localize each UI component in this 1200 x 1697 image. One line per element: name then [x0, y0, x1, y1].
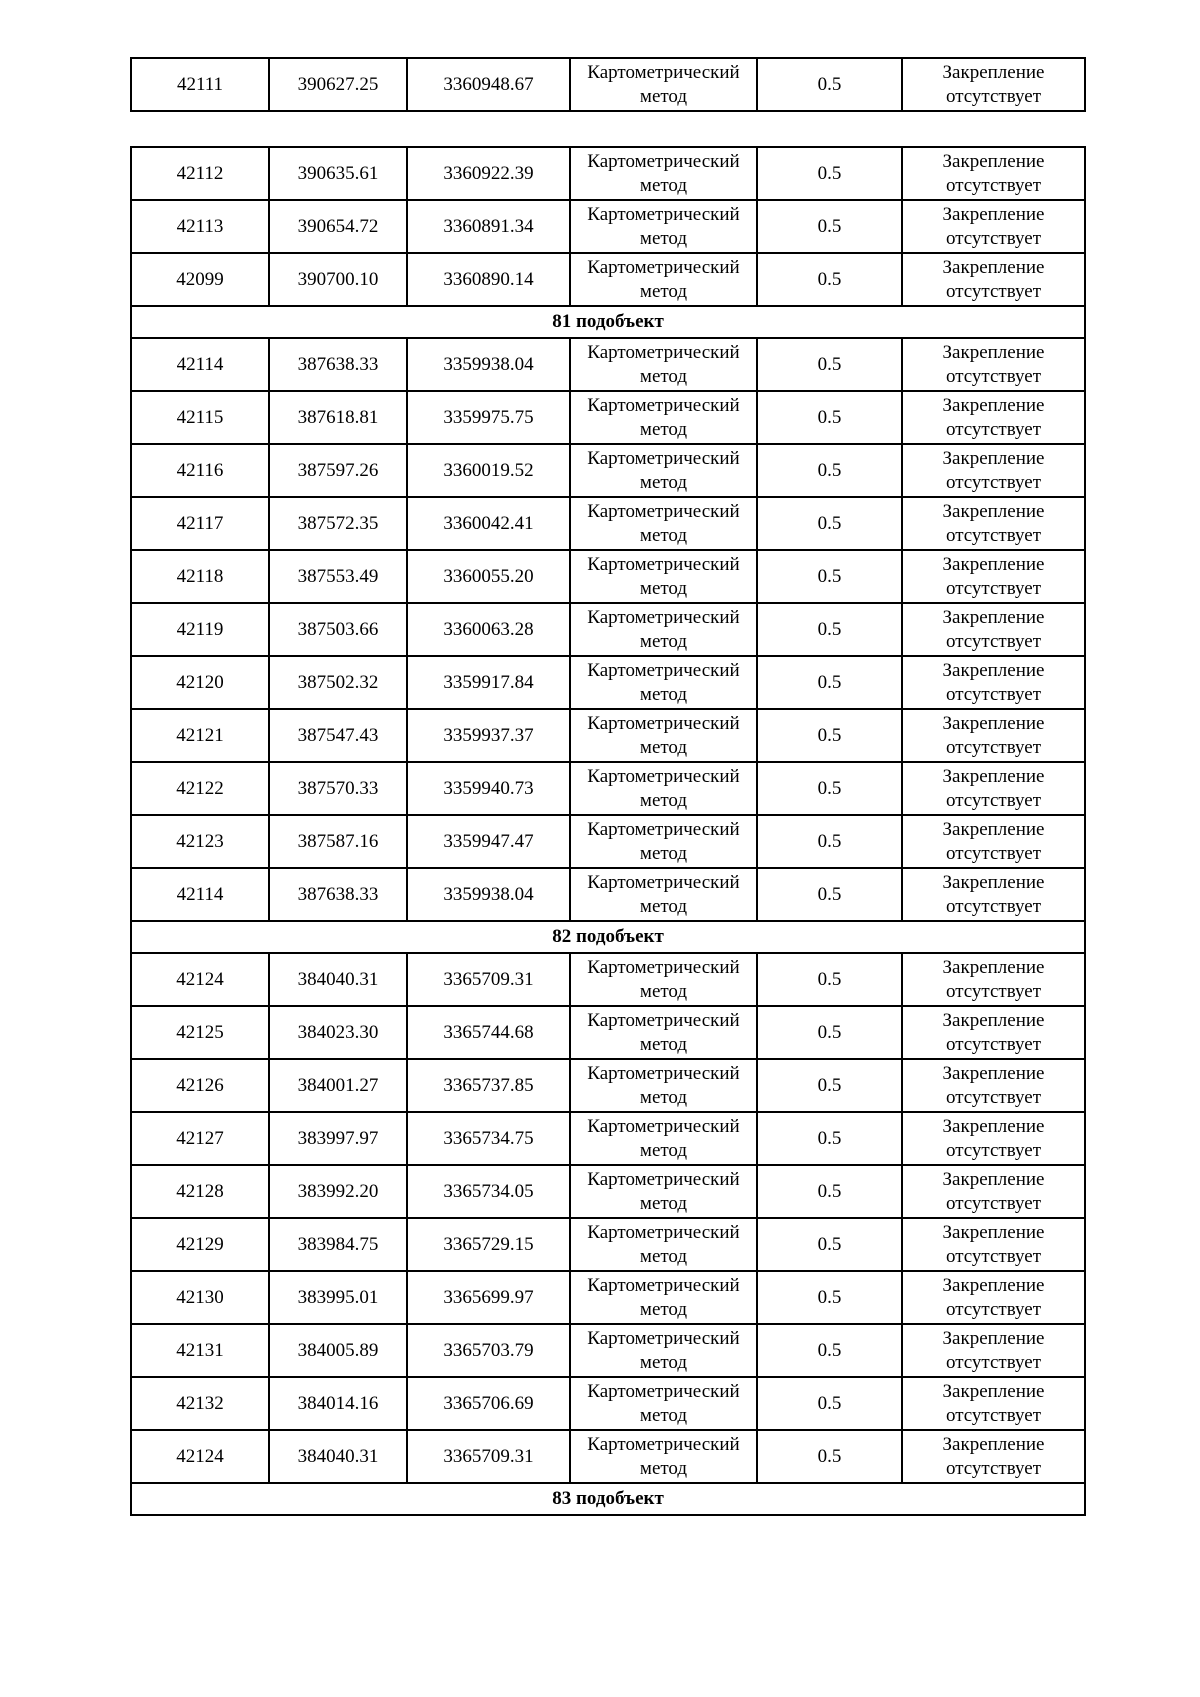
method-cell [570, 603, 757, 656]
method-text-line1: Картометрический [587, 606, 740, 628]
x-coordinate-cell: 383997.97 [269, 1112, 407, 1165]
table-top-body [131, 58, 1085, 111]
method-cell [570, 58, 757, 111]
method-text-line2: метод [639, 789, 688, 811]
y-coordinate-cell: 3360055.20 [407, 550, 570, 603]
accuracy-cell: 0.5 [757, 1271, 902, 1324]
fixation-text-line1: Закрепление [942, 256, 1045, 278]
fixation-cell [902, 200, 1085, 253]
point-number-cell: 42127 [131, 1112, 269, 1165]
method-cell [570, 444, 757, 497]
fixation-text-line2: отсутствует [945, 1086, 1042, 1108]
fixation-text-line2: отсутствует [945, 1245, 1042, 1267]
method-cell [570, 200, 757, 253]
fixation-cell [902, 815, 1085, 868]
fixation-cell [902, 1324, 1085, 1377]
fixation-text-line2: отсутствует [945, 1033, 1042, 1055]
fixation-text-line2: отсутствует [945, 85, 1042, 107]
fixation-text-line1: Закрепление [942, 1009, 1045, 1031]
table-row [131, 200, 1085, 253]
accuracy-cell: 0.5 [757, 147, 902, 200]
accuracy-cell: 0.5 [757, 1059, 902, 1112]
method-text-line1: Картометрический [587, 1380, 740, 1402]
x-coordinate-cell: 390700.10 [269, 253, 407, 306]
x-coordinate-cell: 387503.66 [269, 603, 407, 656]
method-cell [570, 338, 757, 391]
method-text-line2: метод [639, 736, 688, 758]
point-number-cell: 42129 [131, 1218, 269, 1271]
table-row [131, 1112, 1085, 1165]
fixation-text-line2: отсутствует [945, 524, 1042, 546]
fixation-text-line1: Закрепление [942, 1115, 1045, 1137]
method-text-line1: Картометрический [587, 765, 740, 787]
x-coordinate-cell: 387572.35 [269, 497, 407, 550]
fixation-text-line1: Закрепление [942, 818, 1045, 840]
table-main-body [131, 147, 1085, 1515]
fixation-text-line2: отсутствует [945, 577, 1042, 599]
x-coordinate-cell: 387638.33 [269, 338, 407, 391]
fixation-cell [902, 58, 1085, 111]
fixation-text-line1: Закрепление [942, 341, 1045, 363]
x-coordinate-cell: 387618.81 [269, 391, 407, 444]
accuracy-cell: 0.5 [757, 1430, 902, 1483]
x-coordinate-cell: 384040.31 [269, 953, 407, 1006]
method-text-line1: Картометрический [587, 1274, 740, 1296]
method-text-line2: метод [639, 842, 688, 864]
fixation-text-line1: Закрепление [942, 553, 1045, 575]
x-coordinate-cell: 387553.49 [269, 550, 407, 603]
method-text-line2: метод [639, 1192, 688, 1214]
fixation-text-line2: отсутствует [945, 365, 1042, 387]
accuracy-cell: 0.5 [757, 953, 902, 1006]
fixation-cell [902, 953, 1085, 1006]
method-cell [570, 1112, 757, 1165]
x-coordinate-cell: 387638.33 [269, 868, 407, 921]
fixation-text-line2: отсутствует [945, 174, 1042, 196]
method-text-line1: Картометрический [587, 1062, 740, 1084]
method-cell [570, 953, 757, 1006]
coordinates-table-main [130, 146, 1086, 1516]
section-title: 83 подобъект [131, 1483, 1085, 1515]
point-number-cell: 42119 [131, 603, 269, 656]
method-text-line2: метод [639, 895, 688, 917]
method-text-line2: метод [639, 85, 688, 107]
section-title: 81 подобъект [131, 306, 1085, 338]
method-text-line1: Картометрический [587, 871, 740, 893]
table-row [131, 497, 1085, 550]
method-cell [570, 147, 757, 200]
x-coordinate-cell: 383995.01 [269, 1271, 407, 1324]
method-text-line2: метод [639, 174, 688, 196]
fixation-text-line1: Закрепление [942, 150, 1045, 172]
method-text-line1: Картометрический [587, 553, 740, 575]
table-row [131, 868, 1085, 921]
table-row [131, 444, 1085, 497]
fixation-text-line2: отсутствует [945, 1298, 1042, 1320]
method-cell [570, 868, 757, 921]
accuracy-cell: 0.5 [757, 1006, 902, 1059]
fixation-cell [902, 709, 1085, 762]
fixation-text-line1: Закрепление [942, 1380, 1045, 1402]
fixation-text-line1: Закрепление [942, 712, 1045, 734]
accuracy-cell: 0.5 [757, 1112, 902, 1165]
accuracy-cell: 0.5 [757, 709, 902, 762]
method-text-line2: метод [639, 418, 688, 440]
accuracy-cell: 0.5 [757, 58, 902, 111]
method-text-line1: Картометрический [587, 341, 740, 363]
method-text-line2: метод [639, 471, 688, 493]
point-number-cell: 42128 [131, 1165, 269, 1218]
x-coordinate-cell: 387587.16 [269, 815, 407, 868]
fixation-cell [902, 147, 1085, 200]
method-text-line2: метод [639, 227, 688, 249]
accuracy-cell: 0.5 [757, 1377, 902, 1430]
point-number-cell: 42116 [131, 444, 269, 497]
fixation-text-line1: Закрепление [942, 61, 1045, 83]
accuracy-cell: 0.5 [757, 603, 902, 656]
table-row [131, 147, 1085, 200]
fixation-text-line2: отсутствует [945, 280, 1042, 302]
method-cell [570, 1377, 757, 1430]
accuracy-cell: 0.5 [757, 497, 902, 550]
method-cell [570, 1165, 757, 1218]
method-text-line2: метод [639, 280, 688, 302]
method-cell [570, 656, 757, 709]
y-coordinate-cell: 3365706.69 [407, 1377, 570, 1430]
accuracy-cell: 0.5 [757, 762, 902, 815]
fixation-cell [902, 1271, 1085, 1324]
accuracy-cell: 0.5 [757, 1324, 902, 1377]
method-cell [570, 253, 757, 306]
method-text-line2: метод [639, 1298, 688, 1320]
y-coordinate-cell: 3360922.39 [407, 147, 570, 200]
x-coordinate-cell: 384014.16 [269, 1377, 407, 1430]
x-coordinate-cell: 384005.89 [269, 1324, 407, 1377]
method-text-line2: метод [639, 1139, 688, 1161]
method-text-line2: метод [639, 1086, 688, 1108]
y-coordinate-cell: 3365699.97 [407, 1271, 570, 1324]
y-coordinate-cell: 3365709.31 [407, 1430, 570, 1483]
fixation-text-line1: Закрепление [942, 447, 1045, 469]
method-text-line2: метод [639, 1457, 688, 1479]
table-row [131, 656, 1085, 709]
accuracy-cell: 0.5 [757, 253, 902, 306]
accuracy-cell: 0.5 [757, 1165, 902, 1218]
method-text-line2: метод [639, 524, 688, 546]
x-coordinate-cell: 383984.75 [269, 1218, 407, 1271]
y-coordinate-cell: 3360042.41 [407, 497, 570, 550]
method-cell [570, 815, 757, 868]
point-number-cell: 42117 [131, 497, 269, 550]
fixation-cell [902, 1006, 1085, 1059]
accuracy-cell: 0.5 [757, 1218, 902, 1271]
fixation-text-line2: отсутствует [945, 789, 1042, 811]
method-text-line1: Картометрический [587, 394, 740, 416]
fixation-cell [902, 1430, 1085, 1483]
method-cell [570, 1324, 757, 1377]
point-number-cell: 42122 [131, 762, 269, 815]
accuracy-cell: 0.5 [757, 444, 902, 497]
fixation-text-line1: Закрепление [942, 659, 1045, 681]
table-row [131, 253, 1085, 306]
method-text-line1: Картометрический [587, 1221, 740, 1243]
x-coordinate-cell: 384001.27 [269, 1059, 407, 1112]
table-row [131, 1430, 1085, 1483]
y-coordinate-cell: 3360019.52 [407, 444, 570, 497]
fixation-cell [902, 762, 1085, 815]
y-coordinate-cell: 3359938.04 [407, 868, 570, 921]
coordinates-table-top [130, 57, 1086, 112]
fixation-cell [902, 1165, 1085, 1218]
method-cell [570, 1430, 757, 1483]
y-coordinate-cell: 3365709.31 [407, 953, 570, 1006]
fixation-cell [902, 253, 1085, 306]
accuracy-cell: 0.5 [757, 868, 902, 921]
fixation-cell [902, 868, 1085, 921]
table-row [131, 550, 1085, 603]
method-cell [570, 762, 757, 815]
method-text-line2: метод [639, 1351, 688, 1373]
method-text-line1: Картометрический [587, 1115, 740, 1137]
fixation-text-line2: отсутствует [945, 1192, 1042, 1214]
method-cell [570, 709, 757, 762]
fixation-text-line1: Закрепление [942, 1327, 1045, 1349]
table-row [131, 338, 1085, 391]
x-coordinate-cell: 387502.32 [269, 656, 407, 709]
fixation-text-line2: отсутствует [945, 1457, 1042, 1479]
fixation-text-line1: Закрепление [942, 394, 1045, 416]
point-number-cell: 42118 [131, 550, 269, 603]
accuracy-cell: 0.5 [757, 391, 902, 444]
y-coordinate-cell: 3359940.73 [407, 762, 570, 815]
fixation-cell [902, 391, 1085, 444]
accuracy-cell: 0.5 [757, 200, 902, 253]
method-text-line2: метод [639, 1033, 688, 1055]
section-row [131, 306, 1085, 338]
method-cell [570, 497, 757, 550]
fixation-text-line1: Закрепление [942, 606, 1045, 628]
table-row [131, 391, 1085, 444]
method-text-line2: метод [639, 1245, 688, 1267]
y-coordinate-cell: 3365734.05 [407, 1165, 570, 1218]
y-coordinate-cell: 3359938.04 [407, 338, 570, 391]
fixation-text-line2: отсутствует [945, 1404, 1042, 1426]
x-coordinate-cell: 384023.30 [269, 1006, 407, 1059]
x-coordinate-cell: 390654.72 [269, 200, 407, 253]
y-coordinate-cell: 3359917.84 [407, 656, 570, 709]
method-text-line1: Картометрический [587, 256, 740, 278]
fixation-text-line1: Закрепление [942, 500, 1045, 522]
method-text-line1: Картометрический [587, 61, 740, 83]
fixation-text-line1: Закрепление [942, 1433, 1045, 1455]
point-number-cell: 42121 [131, 709, 269, 762]
method-cell [570, 391, 757, 444]
x-coordinate-cell: 387597.26 [269, 444, 407, 497]
accuracy-cell: 0.5 [757, 550, 902, 603]
fixation-cell [902, 444, 1085, 497]
fixation-text-line2: отсутствует [945, 980, 1042, 1002]
method-cell [570, 1218, 757, 1271]
fixation-text-line2: отсутствует [945, 471, 1042, 493]
fixation-text-line1: Закрепление [942, 1062, 1045, 1084]
fixation-text-line1: Закрепление [942, 1168, 1045, 1190]
point-number-cell: 42131 [131, 1324, 269, 1377]
method-text-line1: Картометрический [587, 447, 740, 469]
table-row [131, 1324, 1085, 1377]
x-coordinate-cell: 390627.25 [269, 58, 407, 111]
point-number-cell: 42099 [131, 253, 269, 306]
method-text-line2: метод [639, 630, 688, 652]
method-text-line2: метод [639, 365, 688, 387]
table-row [131, 1271, 1085, 1324]
method-text-line2: метод [639, 683, 688, 705]
y-coordinate-cell: 3365734.75 [407, 1112, 570, 1165]
table-row [131, 1377, 1085, 1430]
fixation-text-line2: отсутствует [945, 630, 1042, 652]
point-number-cell: 42115 [131, 391, 269, 444]
accuracy-cell: 0.5 [757, 656, 902, 709]
table-row [131, 603, 1085, 656]
fixation-cell [902, 550, 1085, 603]
y-coordinate-cell: 3360948.67 [407, 58, 570, 111]
method-cell [570, 1271, 757, 1324]
fixation-text-line2: отсутствует [945, 418, 1042, 440]
table-row [131, 1165, 1085, 1218]
point-number-cell: 42125 [131, 1006, 269, 1059]
fixation-text-line2: отсутствует [945, 1351, 1042, 1373]
fixation-cell [902, 1112, 1085, 1165]
table-row [131, 1059, 1085, 1112]
method-cell [570, 550, 757, 603]
table-row [131, 953, 1085, 1006]
method-text-line1: Картометрический [587, 203, 740, 225]
x-coordinate-cell: 387570.33 [269, 762, 407, 815]
fixation-text-line1: Закрепление [942, 871, 1045, 893]
y-coordinate-cell: 3365703.79 [407, 1324, 570, 1377]
method-text-line1: Картометрический [587, 1433, 740, 1455]
fixation-cell [902, 1377, 1085, 1430]
y-coordinate-cell: 3360063.28 [407, 603, 570, 656]
fixation-text-line1: Закрепление [942, 956, 1045, 978]
fixation-text-line2: отсутствует [945, 683, 1042, 705]
method-text-line2: метод [639, 577, 688, 599]
fixation-text-line1: Закрепление [942, 1221, 1045, 1243]
fixation-cell [902, 603, 1085, 656]
table-row [131, 1218, 1085, 1271]
fixation-cell [902, 497, 1085, 550]
point-number-cell: 42114 [131, 338, 269, 391]
point-number-cell: 42124 [131, 953, 269, 1006]
fixation-text-line2: отсутствует [945, 736, 1042, 758]
fixation-cell [902, 656, 1085, 709]
fixation-cell [902, 1218, 1085, 1271]
point-number-cell: 42111 [131, 58, 269, 111]
x-coordinate-cell: 384040.31 [269, 1430, 407, 1483]
point-number-cell: 42123 [131, 815, 269, 868]
fixation-text-line1: Закрепление [942, 1274, 1045, 1296]
method-text-line1: Картометрический [587, 1168, 740, 1190]
accuracy-cell: 0.5 [757, 815, 902, 868]
fixation-text-line1: Закрепление [942, 203, 1045, 225]
y-coordinate-cell: 3360890.14 [407, 253, 570, 306]
method-text-line1: Картометрический [587, 1327, 740, 1349]
y-coordinate-cell: 3359947.47 [407, 815, 570, 868]
method-cell [570, 1006, 757, 1059]
point-number-cell: 42124 [131, 1430, 269, 1483]
method-text-line2: метод [639, 980, 688, 1002]
method-text-line1: Картометрический [587, 500, 740, 522]
method-text-line1: Картометрический [587, 1009, 740, 1031]
point-number-cell: 42113 [131, 200, 269, 253]
method-text-line1: Картометрический [587, 150, 740, 172]
point-number-cell: 42130 [131, 1271, 269, 1324]
section-row [131, 1483, 1085, 1515]
fixation-cell [902, 1059, 1085, 1112]
method-text-line2: метод [639, 1404, 688, 1426]
table-row [131, 709, 1085, 762]
accuracy-cell: 0.5 [757, 338, 902, 391]
y-coordinate-cell: 3365744.68 [407, 1006, 570, 1059]
x-coordinate-cell: 390635.61 [269, 147, 407, 200]
method-cell [570, 1059, 757, 1112]
section-row [131, 921, 1085, 953]
section-title: 82 подобъект [131, 921, 1085, 953]
y-coordinate-cell: 3365737.85 [407, 1059, 570, 1112]
fixation-text-line2: отсутствует [945, 1139, 1042, 1161]
x-coordinate-cell: 387547.43 [269, 709, 407, 762]
table-row [131, 815, 1085, 868]
fixation-text-line1: Закрепление [942, 765, 1045, 787]
y-coordinate-cell: 3359975.75 [407, 391, 570, 444]
method-text-line1: Картометрический [587, 956, 740, 978]
fixation-text-line2: отсутствует [945, 895, 1042, 917]
y-coordinate-cell: 3365729.15 [407, 1218, 570, 1271]
fixation-text-line2: отсутствует [945, 842, 1042, 864]
method-text-line1: Картометрический [587, 659, 740, 681]
point-number-cell: 42114 [131, 868, 269, 921]
x-coordinate-cell: 383992.20 [269, 1165, 407, 1218]
table-row [131, 762, 1085, 815]
point-number-cell: 42120 [131, 656, 269, 709]
method-text-line1: Картометрический [587, 818, 740, 840]
point-number-cell: 42126 [131, 1059, 269, 1112]
point-number-cell: 42112 [131, 147, 269, 200]
fixation-cell [902, 338, 1085, 391]
method-text-line1: Картометрический [587, 712, 740, 734]
table-row [131, 1006, 1085, 1059]
fixation-text-line2: отсутствует [945, 227, 1042, 249]
y-coordinate-cell: 3360891.34 [407, 200, 570, 253]
point-number-cell: 42132 [131, 1377, 269, 1430]
y-coordinate-cell: 3359937.37 [407, 709, 570, 762]
table-row [131, 58, 1085, 111]
